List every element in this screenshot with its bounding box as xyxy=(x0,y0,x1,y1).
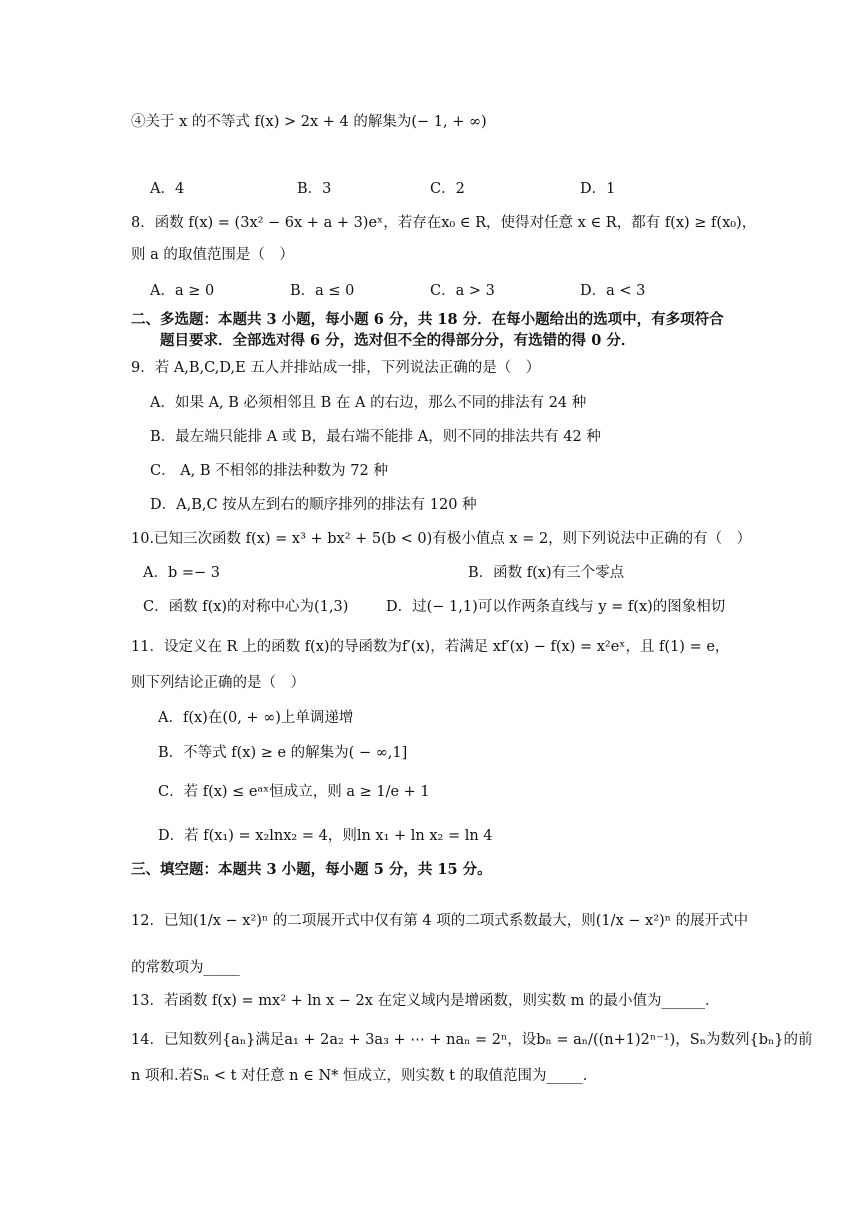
q9-option-d: D．A,B,C 按从左到右的顺序排列的排法有 120 种 xyxy=(150,497,477,513)
q8-option-a: A．a ≥ 0 xyxy=(150,283,215,299)
q11-stem-line2: 则下列结论正确的是（ ） xyxy=(131,675,305,691)
q12-stem-line1: 12．已知(1/x − x²)ⁿ 的二项展开式中仅有第 4 项的二项式系数最大，则(1/x − x²)ⁿ 的展开式中 xyxy=(131,913,749,929)
q11-stem-line1: 11．设定义在 R 上的函数 f(x)的导函数为f′(x)，若满足 xf′(x) − f(x) = x²eˣ，且 f(1) = e， xyxy=(131,639,730,655)
q10-option-c: C．函数 f(x)的对称中心为(1,3) xyxy=(143,599,349,615)
q9-option-a: A．如果 A, B 必须相邻且 B 在 A 的右边，那么不同的排法有 24 种 xyxy=(150,395,587,411)
q9-option-c: C． A, B 不相邻的排法种数为 72 种 xyxy=(150,463,388,479)
q8-stem-line2: 则 a 的取值范围是（ ） xyxy=(131,247,294,263)
q8-option-d: D．a < 3 xyxy=(580,283,646,299)
q7-option-c: C．2 xyxy=(430,181,465,197)
q7-option-b: B．3 xyxy=(297,181,332,197)
q10-option-d: D．过(− 1,1)可以作两条直线与 y = f(x)的图象相切 xyxy=(386,599,726,615)
q8-option-b: B．a ≤ 0 xyxy=(290,283,355,299)
section2-heading-line1: 二、多选题：本题共 3 小题，每小题 6 分，共 18 分．在每小题给出的选项中，有多项符合 xyxy=(131,311,724,328)
q9-option-b: B．最左端只能排 A 或 B，最右端不能排 A，则不同的排法共有 42 种 xyxy=(150,429,601,445)
q12-stem-line2: 的常数项为_____ xyxy=(131,960,240,976)
q7-option-a: A．4 xyxy=(150,181,185,197)
q8-option-c: C．a > 3 xyxy=(430,283,495,299)
q10-stem: 10.已知三次函数 f(x) = x³ + bx² + 5(b < 0)有极小值点 x = 2，则下列说法中正确的有（ ） xyxy=(131,531,752,547)
q13-stem: 13．若函数 f(x) = mx² + ln x − 2x 在定义域内是增函数，则实数 m 的最小值为______． xyxy=(131,993,720,1009)
q11-option-a: A．f(x)在(0, + ∞)上单调递增 xyxy=(158,710,354,726)
q7-option-d: D．1 xyxy=(580,181,616,197)
q10-option-a: A．b =− 3 xyxy=(143,565,220,581)
q9-stem: 9．若 A,B,C,D,E 五人并排站成一排，下列说法正确的是（ ） xyxy=(131,360,541,376)
q7-item4: ④关于 x 的不等式 f(x) > 2x + 4 的解集为(− 1, + ∞) xyxy=(131,114,487,130)
q11-option-d: D．若 f(x₁) = x₂lnx₂ = 4，则ln x₁ + ln x₂ = ln 4 xyxy=(158,828,493,844)
q10-option-b: B．函数 f(x)有三个零点 xyxy=(468,565,625,581)
q11-option-b: B．不等式 f(x) ≥ e 的解集为( − ∞,1] xyxy=(158,745,408,761)
q14-stem-line2: n 项和.若Sₙ < t 对任意 n ∈ N* 恒成立，则实数 t 的取值范围为_____. xyxy=(131,1068,588,1084)
section2-heading-line2: 题目要求．全部选对得 6 分，选对但不全的得部分分，有选错的得 0 分． xyxy=(160,332,636,349)
q14-stem-line1: 14．已知数列{aₙ}满足a₁ + 2a₂ + 3a₃ + ⋯ + naₙ = 2ⁿ，设bₙ = aₙ/((n+1)2ⁿ⁻¹)，Sₙ为数列{bₙ}的前 xyxy=(131,1032,813,1048)
section3-heading: 三、填空题：本题共 3 小题，每小题 5 分，共 15 分。 xyxy=(131,861,492,878)
q8-stem-line1: 8．函数 f(x) = (3x² − 6x + a + 3)eˣ，若存在x₀ ∈ R，使得对任意 x ∈ R，都有 f(x) ≥ f(x₀)， xyxy=(131,215,757,231)
q11-option-c: C．若 f(x) ≤ eᵃˣ恒成立，则 a ≥ 1/e + 1 xyxy=(158,784,430,800)
